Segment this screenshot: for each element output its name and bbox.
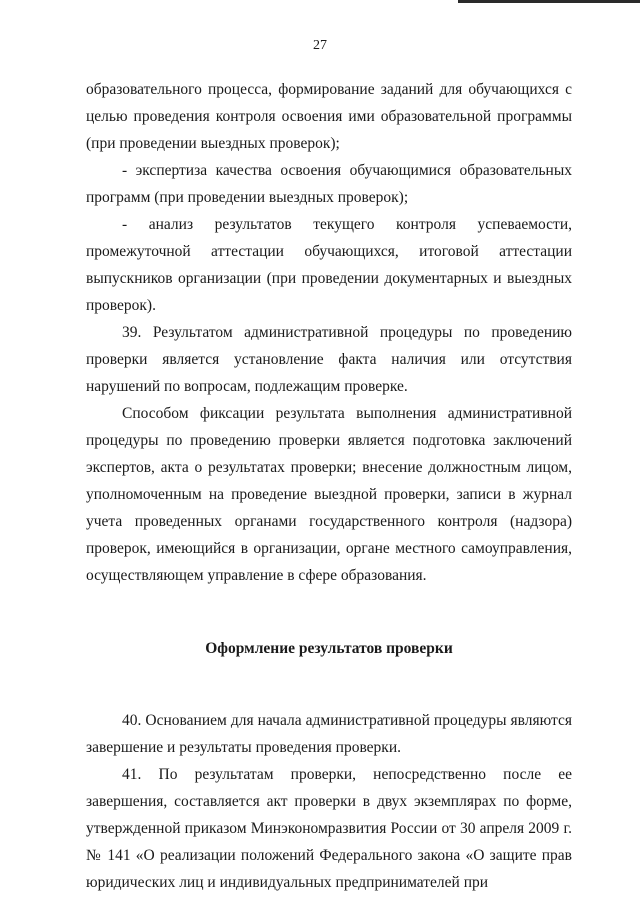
document-body bbox=[86, 76, 572, 896]
page-number: 27 bbox=[313, 38, 327, 53]
paragraph-continuation: образовательного процесса, формирование заданий для обучающихся с целью проведения контроля освоения ими образовательной программы (при проведении выездных проверок); bbox=[86, 81, 572, 152]
scan-edge-line bbox=[458, 0, 640, 3]
paragraph-40: 40. Основанием для начала административной процедуры являются завершение и результаты проведения проверки. bbox=[86, 712, 572, 756]
section-heading: Оформление результатов проверки bbox=[205, 640, 453, 657]
paragraph-39: 39. Результатом административной процедуры по проведению проверки является установление факта наличия или отсутствия нарушений по вопросам, подлежащим проверке. bbox=[86, 324, 572, 395]
list-item-analysis: - анализ результатов текущего контроля успеваемости, промежуточной аттестации обучающихся, итоговой аттестации выпускников организации (при проведении документарных и выездных проверок). bbox=[86, 216, 572, 314]
paragraph-fixation-method: Способом фиксации результата выполнения административной процедуры по проведению проверки является подготовка заключений экспертов, акта о результатах проверки; внесение должностным лицом, уполномоченным на проведение выездной проверки, записи в журнал учета проведенных органами государственного контроля (надзора) проверок, имеющийся в организации, органе местного самоуправления, осуществляющем управление в сфере образования. bbox=[86, 405, 572, 584]
paragraph-41: 41. По результатам проверки, непосредственно после ее завершения, составляется акт проверки в двух экземплярах по форме, утвержденной приказом Минэкономразвития России от 30 апреля 2009 г. № 141 «О реализации положений Федерального закона «О защите прав юридических лиц и индивидуальных предпринимателей при bbox=[86, 766, 572, 891]
list-item-expertise: - экспертиза качества освоения обучающимися образовательных программ (при проведении выездных проверок); bbox=[86, 162, 572, 206]
